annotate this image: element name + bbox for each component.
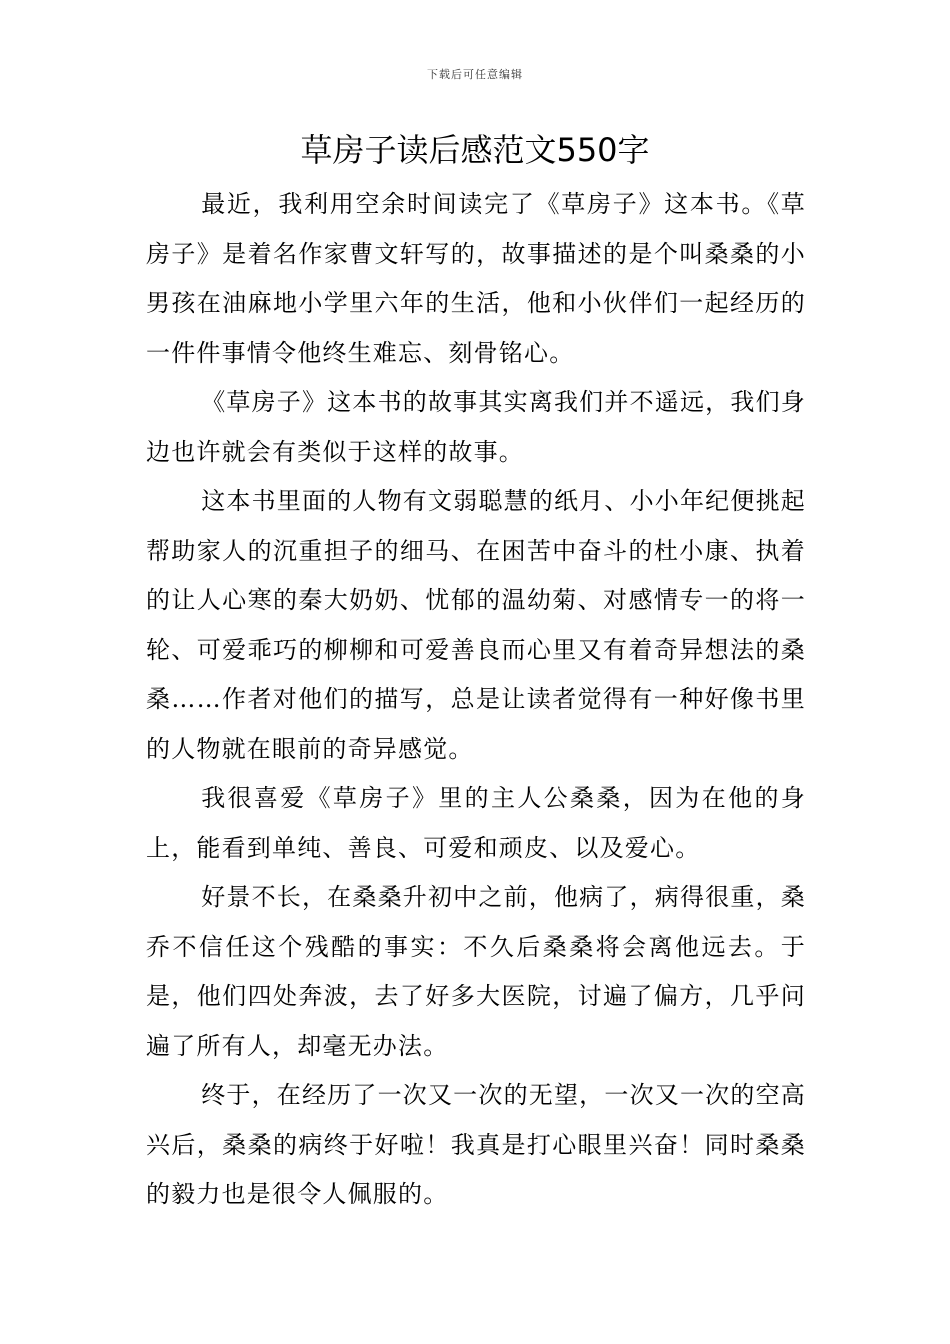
document-body <box>146 180 806 1220</box>
paragraph: 好景不长，在桑桑升初中之前，他病了，病得很重，桑乔不信任这个残酷的事实：不久后桑桑将会离他远去。于是，他们四处奔波，去了好多大医院，讨遍了偏方，几乎问遍了所有人，却毫无办法。 <box>146 883 806 1060</box>
paragraph: 这本书里面的人物有文弱聪慧的纸月、小小年纪便挑起帮助家人的沉重担子的细马、在困苦中奋斗的杜小康、执着的让人心寒的秦大奶奶、忧郁的温幼菊、对感情专一的将一轮、可爱乖巧的柳柳和可爱善良而心里又有着奇异想法的桑桑……作者对他们的描写，总是让读者觉得有一种好像书里的人物就在眼前的奇异感觉。 <box>146 487 806 763</box>
paragraph: 我很喜爱《草房子》里的主人公桑桑，因为在他的身上，能看到单纯、善良、可爱和顽皮、以及爱心。 <box>146 784 806 862</box>
document-title: 草房子读后感范文550字 <box>300 131 650 169</box>
paragraph: 终于，在经历了一次又一次的无望，一次又一次的空高兴后，桑桑的病终于好啦！我真是打心眼里兴奋！同时桑桑的毅力也是很令人佩服的。 <box>146 1081 806 1208</box>
paragraph: 《草房子》这本书的故事其实离我们并不遥远，我们身边也许就会有类似于这样的故事。 <box>146 388 806 466</box>
paragraph: 最近，我利用空余时间读完了《草房子》这本书。《草房子》是着名作家曹文轩写的，故事描述的是个叫桑桑的小男孩在油麻地小学里六年的生活，他和小伙伴们一起经历的一件件事情令他终生难忘、刻骨铭心。 <box>146 190 806 367</box>
header-note: 下载后可任意编辑 <box>427 68 523 81</box>
